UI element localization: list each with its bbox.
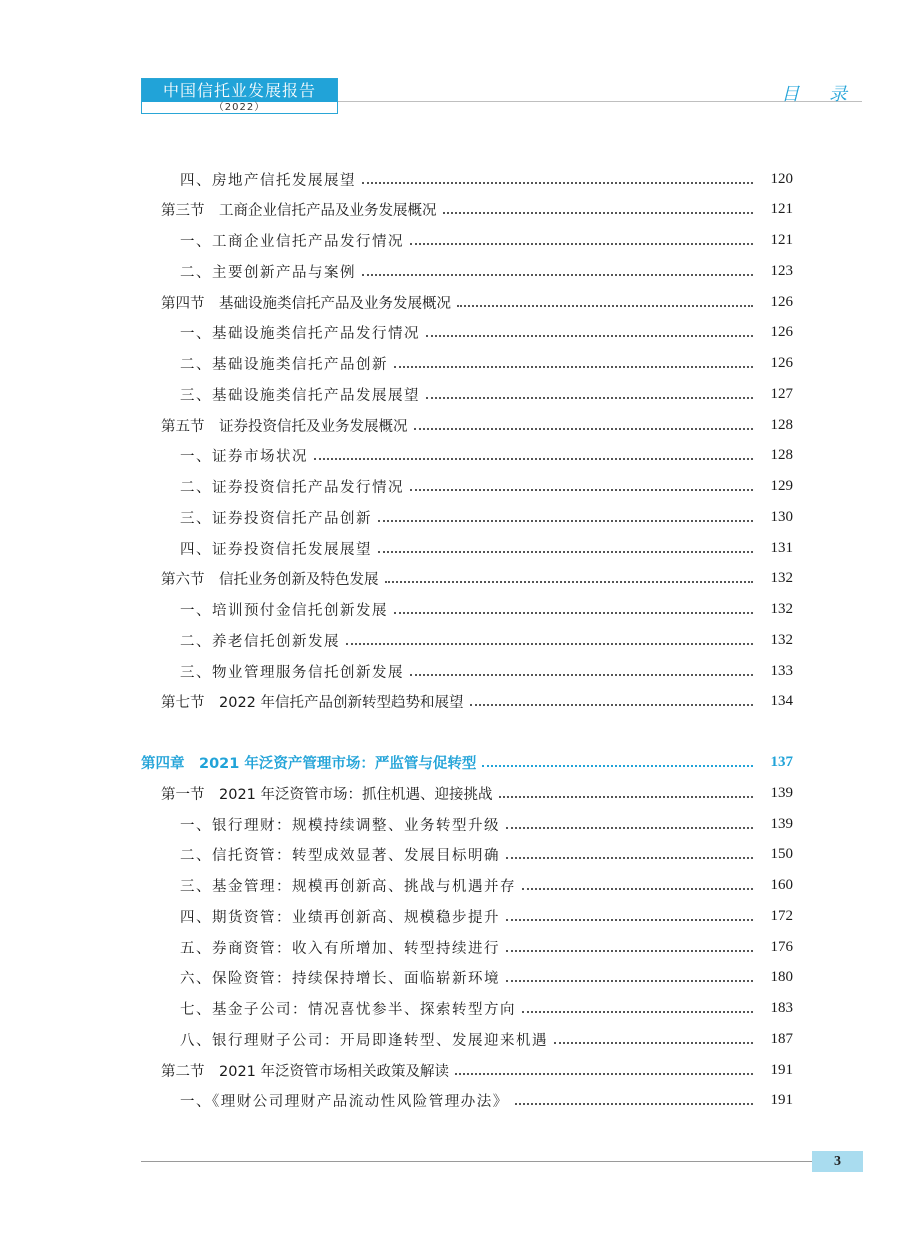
toc-entry-label: 三、证券投资信托产品创新 [180, 510, 372, 527]
toc-entry-label: 第三节 工商企业信托产品及业务发展概况 [161, 203, 437, 220]
toc-entry-page: 120 [770, 170, 793, 187]
footer-rule [141, 1161, 812, 1162]
toc-leader-dots [455, 1072, 753, 1075]
toc-leader-dots [522, 887, 753, 890]
page-number: 3 [812, 1151, 863, 1172]
toc-entry-label: 第五节 证券投资信托及业务发展概况 [161, 418, 408, 435]
section-title: 目 录 [781, 84, 859, 105]
header-book-box [141, 78, 338, 114]
toc-section-row[interactable] [161, 1057, 793, 1083]
toc-entry-page: 129 [770, 478, 793, 494]
toc-item-row[interactable] [180, 443, 793, 469]
toc-item-row[interactable] [180, 627, 793, 653]
toc-entry-page: 127 [770, 385, 793, 402]
toc-leader-dots [522, 1010, 753, 1013]
toc-item-row[interactable] [180, 535, 793, 561]
toc-leader-dots [378, 519, 753, 522]
toc-entry-page: 176 [770, 938, 793, 955]
toc-item-row[interactable] [180, 320, 793, 346]
toc-item-row[interactable] [180, 258, 793, 284]
toc-leader-dots [414, 427, 754, 430]
toc-entry-page: 123 [770, 262, 793, 279]
toc-leader-dots [506, 979, 753, 982]
toc-entry-label: 第七节 2022 年信托产品创新转型趋势和展望 [161, 695, 464, 712]
toc-leader-dots [362, 181, 753, 184]
toc-leader-dots [394, 365, 753, 368]
toc-section-row[interactable] [161, 412, 793, 438]
toc-item-row[interactable] [180, 351, 793, 377]
toc-entry-label: 四、期货资管：业绩再创新高、规模稳步提升 [180, 909, 500, 926]
toc-item-row[interactable] [180, 842, 793, 868]
toc-item-row[interactable] [180, 228, 793, 254]
toc-leader-dots [385, 580, 754, 583]
toc-entry-page: 134 [770, 693, 793, 710]
toc-leader-dots [410, 488, 753, 491]
toc-entry-label: 一、工商企业信托产品发行情况 [180, 234, 404, 250]
toc-entry-label: 二、基础设施类信托产品创新 [180, 357, 388, 373]
toc-leader-dots [482, 764, 753, 767]
toc-item-row[interactable] [180, 597, 793, 623]
toc-item-row[interactable] [180, 1026, 793, 1052]
toc-entry-page: 139 [770, 815, 793, 832]
toc-item-row[interactable] [180, 873, 793, 899]
toc-leader-dots [499, 795, 753, 798]
toc-leader-dots [410, 242, 753, 245]
toc-entry-label: 四、房地产信托发展展望 [180, 172, 356, 189]
toc-entry-label: 七、基金子公司：情况喜忧参半、探索转型方向 [180, 1002, 516, 1018]
toc-item-row[interactable] [180, 1088, 793, 1114]
toc-leader-dots [394, 611, 753, 614]
toc-leader-dots [426, 334, 753, 337]
toc-entry-label: 三、物业管理服务信托创新发展 [180, 664, 404, 681]
toc-entry-label: 第四节 基础设施类信托产品及业务发展概况 [161, 295, 451, 312]
toc-entry-page: 132 [770, 570, 793, 587]
toc-leader-dots [506, 856, 753, 859]
toc-entry-page: 126 [770, 355, 793, 371]
toc-entry-label: 第四章 2021 年泛资产管理市场：严监管与促转型 [141, 756, 477, 772]
toc-entry-page: 126 [770, 293, 793, 310]
toc-item-row[interactable] [180, 504, 793, 530]
toc-leader-dots [362, 273, 753, 276]
book-title: 中国信托业发展报告 [142, 79, 337, 102]
toc-entry-page: 180 [770, 969, 793, 986]
toc-entry-label: 三、基础设施类信托产品发展展望 [180, 387, 420, 404]
toc-entry-label: 第六节 信托业务创新及特色发展 [161, 572, 379, 589]
toc-entry-page: 187 [770, 1030, 793, 1047]
toc-leader-dots [506, 949, 753, 952]
toc-entry-page: 126 [770, 324, 793, 341]
toc-entry-page: 131 [770, 539, 793, 556]
toc-entry-page: 132 [770, 601, 793, 617]
toc-entry-page: 121 [770, 232, 793, 248]
toc-item-row[interactable] [180, 965, 793, 991]
toc-entry-page: 130 [770, 508, 793, 525]
toc-item-row[interactable] [180, 811, 793, 837]
toc-entry-page: 139 [770, 784, 793, 801]
toc-item-row[interactable] [180, 996, 793, 1022]
toc-entry-label: 四、证券投资信托发展展望 [180, 541, 372, 558]
toc-leader-dots [470, 703, 753, 706]
toc-entry-page: 128 [770, 447, 793, 464]
toc-section-row[interactable] [161, 289, 793, 315]
toc-entry-label: 一、银行理财：规模持续调整、业务转型升级 [180, 817, 500, 834]
toc-entry-label: 五、券商资管：收入有所增加、转型持续进行 [180, 940, 500, 957]
toc-section-row[interactable] [161, 566, 793, 592]
toc-entry-label: 一、《理财公司理财产品流动性风险管理办法》 [180, 1094, 509, 1111]
toc-entry-page: 133 [770, 662, 793, 679]
toc-leader-dots [457, 304, 753, 307]
toc-leader-dots [378, 550, 753, 553]
toc-section-row[interactable] [161, 780, 793, 806]
toc-leader-dots [346, 642, 753, 645]
toc-leader-dots [506, 826, 753, 829]
toc-entry-label: 二、证券投资信托产品发行情况 [180, 480, 404, 496]
book-year: （2022） [213, 102, 266, 113]
toc-item-row[interactable] [180, 934, 793, 960]
toc-section-row[interactable] [161, 197, 793, 223]
toc-entry-page: 150 [770, 846, 793, 863]
toc-entry-page: 160 [770, 877, 793, 893]
toc-entry-label: 二、信托资管：转型成效显著、发展目标明确 [180, 848, 500, 865]
toc-chapter-row[interactable] [141, 750, 793, 776]
toc-entry-page: 191 [770, 1092, 793, 1109]
toc-entry-label: 三、基金管理：规模再创新高、挑战与机遇并存 [180, 879, 516, 895]
toc-leader-dots [506, 918, 753, 921]
toc-entry-label: 二、养老信托创新发展 [180, 633, 340, 650]
toc-entry-label: 一、基础设施类信托产品发行情况 [180, 326, 420, 343]
toc-item-row[interactable] [180, 903, 793, 929]
toc-leader-dots [426, 396, 753, 399]
toc-leader-dots [554, 1041, 753, 1044]
toc-entry-page: 128 [770, 416, 793, 433]
toc-leader-dots [314, 457, 753, 460]
toc-leader-dots [515, 1102, 753, 1105]
toc-item-row[interactable] [180, 166, 793, 192]
toc-entry-label: 二、主要创新产品与案例 [180, 264, 356, 281]
toc-entry-page: 183 [770, 1000, 793, 1016]
toc-item-row[interactable] [180, 381, 793, 407]
toc-section-row[interactable] [161, 689, 793, 715]
toc-item-row[interactable] [180, 658, 793, 684]
toc-entry-page: 172 [770, 907, 793, 924]
toc-entry-page: 121 [770, 201, 793, 218]
toc-entry-label: 一、培训预付金信托创新发展 [180, 603, 388, 619]
toc-entry-label: 第二节 2021 年泛资管市场相关政策及解读 [161, 1063, 450, 1080]
toc-entry-label: 第一节 2021 年泛资管市场：抓住机遇、迎接挑战 [161, 786, 493, 803]
toc-entry-label: 六、保险资管：持续保持增长、面临崭新环境 [180, 971, 500, 988]
toc-leader-dots [410, 673, 753, 676]
toc-entry-page: 191 [770, 1061, 793, 1078]
toc-item-row[interactable] [180, 474, 793, 500]
toc-leader-dots [443, 211, 754, 214]
toc-entry-label: 八、银行理财子公司：开局即逢转型、发展迎来机遇 [180, 1032, 548, 1049]
toc-entry-page: 132 [770, 631, 793, 648]
toc-entry-label: 一、证券市场状况 [180, 449, 308, 466]
toc-entry-page: 137 [770, 754, 793, 770]
